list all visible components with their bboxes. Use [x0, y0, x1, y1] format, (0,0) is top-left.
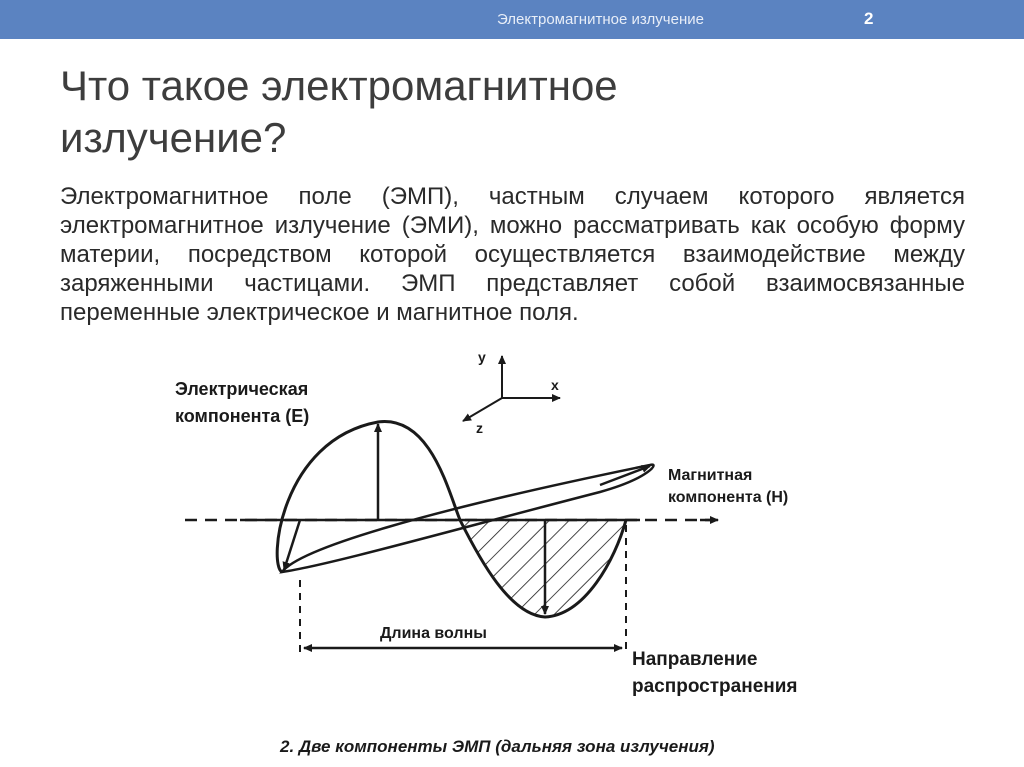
- hatched-half-wave: [460, 520, 626, 617]
- electric-label-line2: компонента (E): [175, 406, 310, 426]
- magnetic-label-line2: компонента (H): [668, 489, 789, 506]
- axis-z-label: z: [476, 420, 483, 436]
- figure-caption: 2. Две компоненты ЭМП (дальняя зона излучения): [280, 737, 715, 756]
- slide-paragraph: Электромагнитное поле (ЭМП), частным случаем которого является электромагнитное излучение (ЭМИ), можно рассматривать как особую форму материи, посредством которой осуществляется взаимодействие между заряженными частицами. ЭМП представляет собой взаимосвязанные переменные электрическое и магнитное поля.: [60, 183, 965, 326]
- magnetic-vector-end: [600, 466, 650, 485]
- magnetic-vector-start: [284, 520, 300, 570]
- electric-wave: [277, 422, 626, 617]
- axes-icon: [463, 356, 560, 421]
- wavelength-label: Длина волны: [380, 625, 487, 642]
- slide-header-bar: [0, 0, 1024, 39]
- axis-x-label: x: [551, 377, 559, 393]
- direction-label-line2: распространения: [632, 676, 798, 697]
- electric-label-line1: Электрическая: [175, 379, 309, 399]
- slide-number: 2: [864, 9, 874, 28]
- wavelength-markers: [300, 525, 626, 652]
- magnetic-wave: [282, 465, 653, 572]
- header-title: Электромагнитное излучение: [497, 11, 704, 28]
- direction-label-line1: Направление: [632, 649, 758, 670]
- magnetic-label-line1: Магнитная: [668, 467, 753, 484]
- axis-y-label: y: [478, 349, 486, 365]
- slide-heading: Что такое электромагнитное излучение?: [60, 62, 618, 161]
